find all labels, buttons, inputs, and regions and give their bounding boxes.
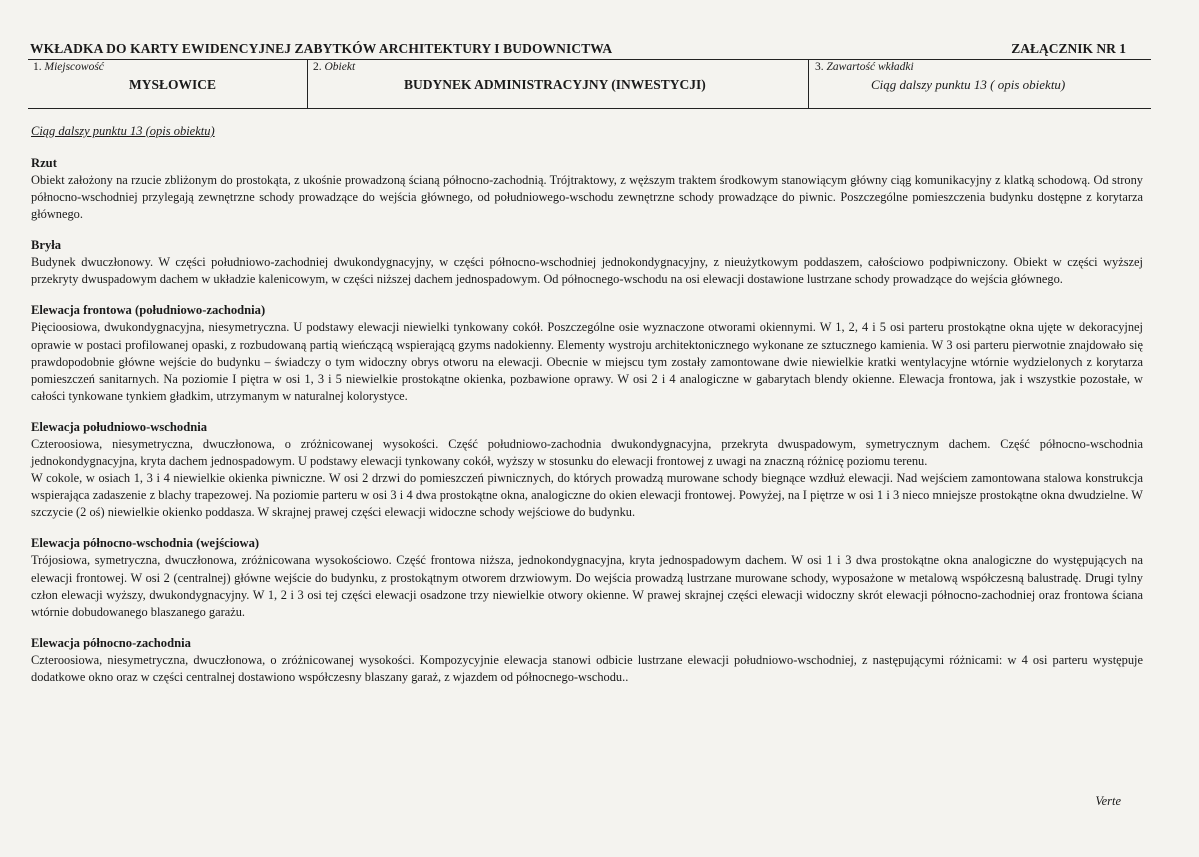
section-southeast-elevation (31, 419, 1143, 521)
section-paragraph: Czteroosiowa, niesymetryczna, dwuczłonowa, o zróżnicowanej wysokości. Część południowo-zachodnia dwukondygnacyjna, przekryta dwuspadowym, symetrycznym dachem. Część północno-wschodnia jednokondygnacyjna, kryta dachem jednospadowym. U podstawy elewacji tynkowany cokół, wyższy w stosunku do elewacji frontowej z uwagi na znaczną różnicę poziomu terenu. (31, 436, 1143, 469)
section-floor-plan (31, 155, 1143, 223)
section-heading: Elewacja południowo-wschodnia (31, 419, 207, 434)
cell-divider-1 (307, 60, 308, 108)
header-rule-bottom (28, 108, 1151, 109)
verte-note: Verte (1095, 794, 1121, 808)
annex-label: ZAŁĄCZNIK NR 1 (1011, 41, 1126, 56)
section-paragraph: Obiekt założony na rzucie zbliżonym do prostokąta, z ukośnie prowadzoną ścianą północno-zachodnią. Trójtraktowy, z węższym traktem środkowym stanowiącym główny ciąg komunikacyjny z klatką schodową. Od strony północno-wschodniej przylegają zewnętrzne schody prowadzące do wejścia głównego, od południowego-wschodu zewnętrzne schody prowadzące do piwnic. Poszczególne pomieszczenia budynku dostępne z korytarza głównego. (31, 173, 1143, 222)
section-paragraph: W cokole, w osiach 1, 3 i 4 niewielkie okienka piwniczne. W osi 2 drzwi do pomieszczeń piwnicznych, do których prowadzą murowane schody biegnące wzdłuż elewacji. Nad wejściem zamontowana stalowa konstrukcja wspierająca zadaszenie z blachy trapezowej. Na poziomie parteru w osi 3 i 4 dwa prostokątne okna, analogiczne do okien elewacji frontowej. Powyżej, na I piętrze w osi 1 i 3 nieco mniejsze prostokątne okna dwudzielne. W szczycie (2 oś) niewielkie okienko poddasza. W skrajnej prawej części elewacji widoczne schody wejściowe do budynku. (31, 471, 1143, 520)
continuation-subtitle: Ciąg dalszy punktu 13 (opis obiektu) (31, 124, 215, 138)
section-paragraph: Czteroosiowa, niesymetryczna, dwuczłonowa, o zróżnicowanej wysokości. Kompozycyjnie elewacja stanowi odbicie lustrzane elewacji południowo-wschodniej, z następującymi różnicami: w 4 osi parteru występuje dodatkowe okno oraz w części centralnej dostawiono współczesny blaszany garaż, z wjazdem od północnego-wschodu.. (31, 652, 1143, 684)
description-body (31, 155, 1143, 700)
section-northeast-elevation (31, 535, 1143, 620)
section-northwest-elevation (31, 635, 1143, 686)
section-paragraph: Trójosiowa, symetryczna, dwuczłonowa, zróżnicowana wysokościowo. Część frontowa niższa, jednokondygnacyjna, kryta jednospadowym dachem. W osi 1 i 3 dwa prostokątne okna analogiczne do występujących na elewacji frontowej. W osi 2 (centralnej) główne wejście do budynku, z prostokątnym otworem drzwiowym. Do wejścia prowadzą lustrzane murowane schody, wyposażone w metalową współczesną balustradę. Drugi tylny człon elewacji wyższy, dwukondygnacyjny. W 1, 2 i 3 osi tej części elewacji osadzone trzy niewielkie otwory okienne. W prawej skrajnej części elewacji widoczny skrót elewacji północno-zachodniej oraz frontowa ściana wtórnie dobudowanego blaszanego garażu. (31, 553, 1143, 619)
field-content-label: 3. Zawartość wkładki (815, 61, 914, 73)
section-front-elevation (31, 302, 1143, 404)
section-massing (31, 237, 1143, 288)
document-title: WKŁADKA DO KARTY EWIDENCYJNEJ ZABYTKÓW ARCHITEKTURY I BUDOWNICTWA (30, 41, 613, 56)
section-heading: Elewacja frontowa (południowo-zachodnia) (31, 303, 266, 318)
section-heading: Elewacja północno-zachodnia (31, 635, 191, 650)
field-object-label: 2. Obiekt (313, 61, 356, 73)
field-object-value: BUDYNEK ADMINISTRACYJNY (INWESTYCJI) (404, 77, 706, 92)
field-content-value: Ciąg dalszy punktu 13 ( opis obiektu) (871, 77, 1066, 92)
cell-divider-2 (808, 60, 809, 108)
section-paragraph: Pięcioosiowa, dwukondygnacyjna, niesymetryczna. U podstawy elewacji niewielki tynkowany cokół. Poszczególne osie wyznaczone otworami okiennymi. W 1, 2, 4 i 5 osi parteru prostokątne okna ujęte w dekoracyjnej oprawie w postaci profilowanej opaski, z rozbudowaną partią wieńczącą wspierającą gzyms nadokienny. Elementy wystroju architektonicznego wykonane ze sztucznego kamienia. W 3 osi parteru pierwotnie znajdowało się prawdopodobnie główne wejście do budynku – świadczy o tym widoczny obrys otworu na elewacji. Obecnie w miejscu tym zostały zamontowane dwie niewielkie kratki wentylacyjne wtórnie wydzielonych z korytarza pomieszczeń sanitarnych. Na poziomie I piętra w osi 1, 3 i 5 niewielkie prostokątne okienka, pozbawione oprawy. W osi 2 i 4 analogiczne w gabarytach blendy okienne. Elewacja frontowa, jak i wszystkie pozostałe, w całości tynkowane tynkiem gładkim, utrzymanym w naturalnej kolorystyce. (31, 320, 1143, 403)
section-heading: Bryła (31, 238, 62, 253)
field-locality-label: 1. Miejscowość (33, 61, 104, 73)
section-heading: Elewacja północno-wschodnia (wejściowa) (31, 536, 260, 551)
section-paragraph: Budynek dwuczłonowy. W części południowo-zachodniej dwukondygnacyjny, w części północno-wschodniej jednokondygnacyjny, z nieużytkowym poddaszem, całościowo podpiwniczony. Obiekt w części wyższej przekryty dwuspadowym dachem w układzie kalenicowym, w części niższej dachem jednospadowym. Od północnego-wschodu na osi elewacji dostawione lustrzane schody prowadzące do wejścia głównego. (31, 255, 1143, 287)
section-heading: Rzut (31, 156, 57, 170)
header-rule-top (28, 59, 1151, 60)
field-locality-value: MYSŁOWICE (129, 77, 217, 92)
